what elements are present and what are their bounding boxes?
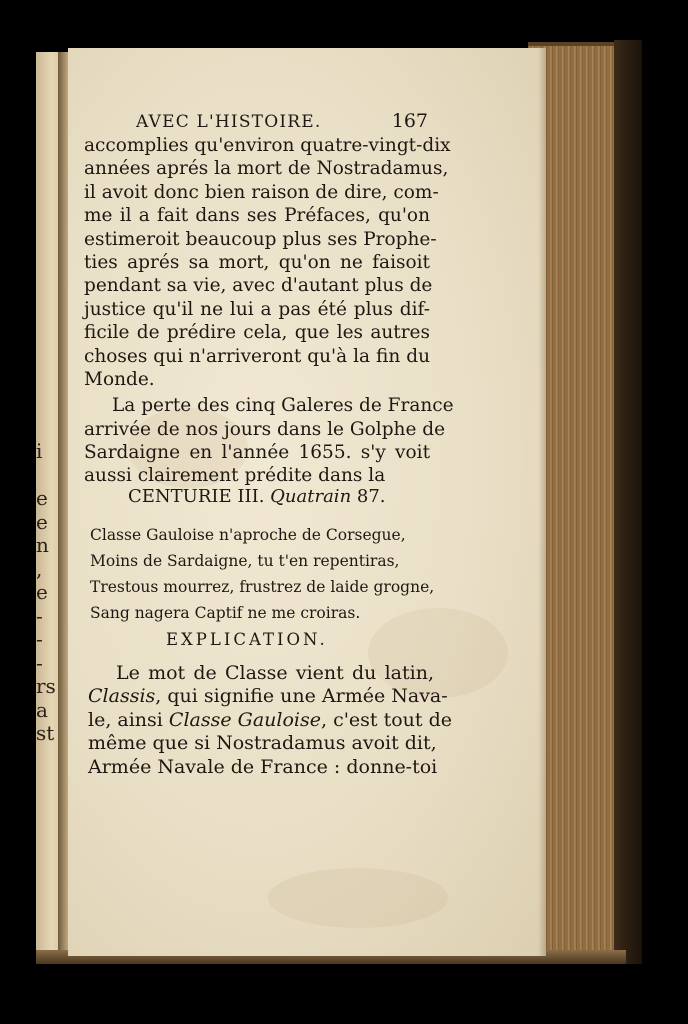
fragment <box>36 464 56 488</box>
text-line: accomplies qu'environ quatre-vingt-dix <box>84 135 451 156</box>
paragraph-1 <box>84 134 454 488</box>
text-line: Sardaigne en l'année 1655. s'y voit <box>84 442 430 464</box>
text-line: aussi clairement prédite dans la <box>84 465 386 487</box>
verse-line: Moins de Sardaigne, tu t'en repentiras, <box>90 552 400 570</box>
text-line: même que si Nostradamus avoit dit, <box>88 732 437 755</box>
fragment: rs <box>36 675 56 698</box>
text-line: ficile de prédire cela, que les autres <box>84 322 430 344</box>
text-line: années aprés la mort de Nostradamus, <box>84 158 449 180</box>
section-heading <box>128 486 386 507</box>
verse-line: Classe Gauloise n'aproche de Corsegue, <box>90 526 406 544</box>
quatrain-verse <box>90 522 435 626</box>
text-line: Armée Navale de France : donne-toi <box>88 755 438 778</box>
text-line: La perte des cinq Galeres de France <box>112 395 454 417</box>
paragraph-3 <box>88 662 452 779</box>
text-line: pendant sa vie, avec d'autant plus de <box>84 275 433 297</box>
text-line: le, ainsi Classe Gauloise, c'est tout de <box>88 708 452 731</box>
text-line: Classis, qui signifie une Armée Nava- <box>88 685 448 708</box>
fragment: e <box>36 510 48 534</box>
heading-italic: Quatrain <box>270 486 352 507</box>
fragment: e <box>36 581 48 604</box>
fragment: n <box>36 534 49 557</box>
page-number: 167 <box>391 110 428 132</box>
italic-phrase: Classe Gauloise <box>168 708 321 731</box>
explication-heading: EXPLICATION. <box>166 630 328 649</box>
text-line: choses qui n'arriveront qu'à la fin du <box>84 345 430 367</box>
fragment: - <box>36 604 43 628</box>
text-line: estimeroit beaucoup plus ses Prophe- <box>84 228 437 250</box>
text-line: il avoit donc bien raison de dire, com- <box>84 181 439 203</box>
fragment: st <box>36 722 55 745</box>
fragment: - <box>36 651 43 675</box>
verse-line: Sang nagera Captif ne me croiras. <box>90 604 361 622</box>
text-line: Le mot de Classe vient du latin, <box>116 662 434 684</box>
text-line: me il a fait dans ses Préfaces, qu'on <box>84 205 430 227</box>
fragment: a <box>36 698 48 722</box>
fragment: - <box>36 628 43 651</box>
heading-number: 87. <box>356 486 386 507</box>
running-header <box>136 112 436 132</box>
latin-word: Classis <box>88 685 156 708</box>
fragment: i <box>36 440 43 463</box>
text-line: arrivée de nos jours dans le Golphe de <box>84 418 446 440</box>
facing-page-text-fragments <box>36 440 56 746</box>
text-line: ties aprés sa mort, qu'on ne faisoit <box>84 251 430 273</box>
fragment: e <box>36 487 48 510</box>
text-line: Monde. <box>84 368 155 390</box>
heading-label: CENTURIE III. <box>128 486 265 507</box>
text-line: justice qu'il ne lui a pas été plus dif- <box>84 298 430 320</box>
book-cover-edge <box>614 40 642 964</box>
running-title: AVEC L'HISTOIRE. <box>136 112 322 132</box>
verse-line: Trestous mourrez, frustrez de laide grogne, <box>90 578 435 596</box>
fragment: , <box>36 557 43 581</box>
